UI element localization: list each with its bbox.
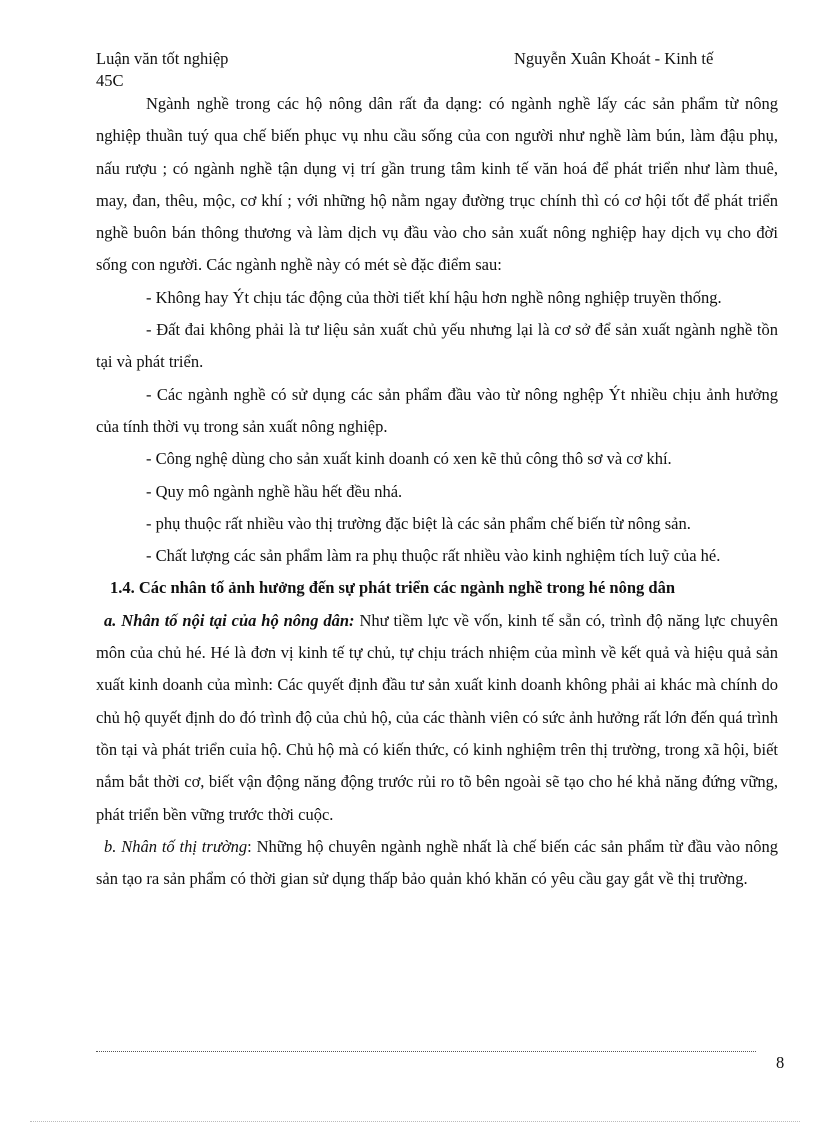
factor-a-paragraph <box>96 605 778 831</box>
document-body <box>96 88 778 895</box>
section-heading: 1.4. Các nhân tố ảnh hưởng đến sự phát triển các ngành nghề trong hé nông dân <box>110 578 676 598</box>
list-item: - Quy mô ngành nghề hầu hết đều nhá. <box>146 481 403 501</box>
footer-divider <box>96 1051 756 1052</box>
page-edge-divider <box>30 1121 800 1122</box>
factor-b-paragraph <box>96 831 778 896</box>
factor-b-label: b. Nhân tố thị trường <box>104 836 248 856</box>
list-item: - Công nghệ dùng cho sản xuất kinh doanh có xen kẽ thủ công thô sơ và cơ khí. <box>146 449 672 469</box>
list-item: - Chất lượng các sản phẩm làm ra phụ thuộc rất nhiều vào kinh nghiệm tích luỹ của hé. <box>146 546 721 566</box>
header-author: Nguyễn Xuân Khoát - Kinh tế <box>514 49 714 68</box>
header-thesis-title: Luận văn tốt nghiệp <box>96 49 229 68</box>
factor-a-text: Như tiềm lực về vốn, kinh tế sẵn có, trình độ năng lực chuyên môn của chủ hé. Hé là đơn vị kinh tế tự chủ, tự chịu trách nhiệm của mình về kết quả và hiệu quả sản xuất kinh doanh của mình: Các quyết định đầu tư sản xuất kinh doanh không phải ai khác mà chính do chủ hộ quyết định do đó trình độ của chủ hộ, của các thành viên có sức ảnh hưởng rất lớn đến quá trình tồn tại và phát triển cuỉa hộ. Chủ hộ mà có kiến thức, có kinh nghiệm trên thị trường, trong xã hội, biết nắm bắt thời cơ, biết vận động năng động trước rủi ro tõ bên ngoài sẽ tạo cho hé khả năng đứng vững, phát triển bền vững trước thời cuộc. <box>96 610 779 824</box>
intro-paragraph: Ngành nghề trong các hộ nông dân rất đa dạng: có ngành nghề lấy các sản phẩm từ nông nghiệp thuần tuý qua chế biến phục vụ nhu cầu sống của con người như nghề làm bún, làm đậu phụ, nấu rượu ; có ngành nghề tận dụng vị trí gần trung tâm kinh tế văn hoá để phát triển như làm thuê, may, đan, thêu, mộc, cơ khí ; với những hộ nằm ngay đường trục chính thì có cơ hội tốt để phát triển nghề buôn bán thông thương và làm dịch vụ đầu vào cho sản xuất nông nghiệp hay dịch vụ cho đời sống con người. Các ngành nghề này có mét sè đặc điểm sau: <box>96 94 778 275</box>
factor-b-text: : Những hộ chuyên ngành nghề nhất là chế biến các sản phẩm từ đầu vào nông sản tạo ra sản phẩm có thời gian sử dụng thấp bảo quản khó khăn có yêu cầu gay gắt về thị trường. <box>96 836 778 889</box>
page-number: 8 <box>776 1053 785 1072</box>
header-class: 45C <box>96 71 124 90</box>
list-item: - Không hay Ýt chịu tác động của thời tiết khí hậu hơn nghề nông nghiệp truyền thống. <box>146 287 722 307</box>
list-item: - Các ngành nghề có sử dụng các sản phẩm đầu vào từ nông nghệp Ýt nhiều chịu ảnh hưởng của tính thời vụ trong sản xuất nông nghiệp. <box>96 384 778 436</box>
factor-a-label: a. Nhân tố nội tại của hộ nông dân: <box>104 610 355 630</box>
list-item: - phụ thuộc rất nhiều vào thị trường đặc biệt là các sản phẩm chế biến từ nông sản. <box>146 513 691 533</box>
list-item: - Đất đai không phải là tư liệu sản xuất chủ yếu nhưng lại là cơ sở để sản xuất ngành nghề tồn tại và phát triển. <box>96 320 778 372</box>
